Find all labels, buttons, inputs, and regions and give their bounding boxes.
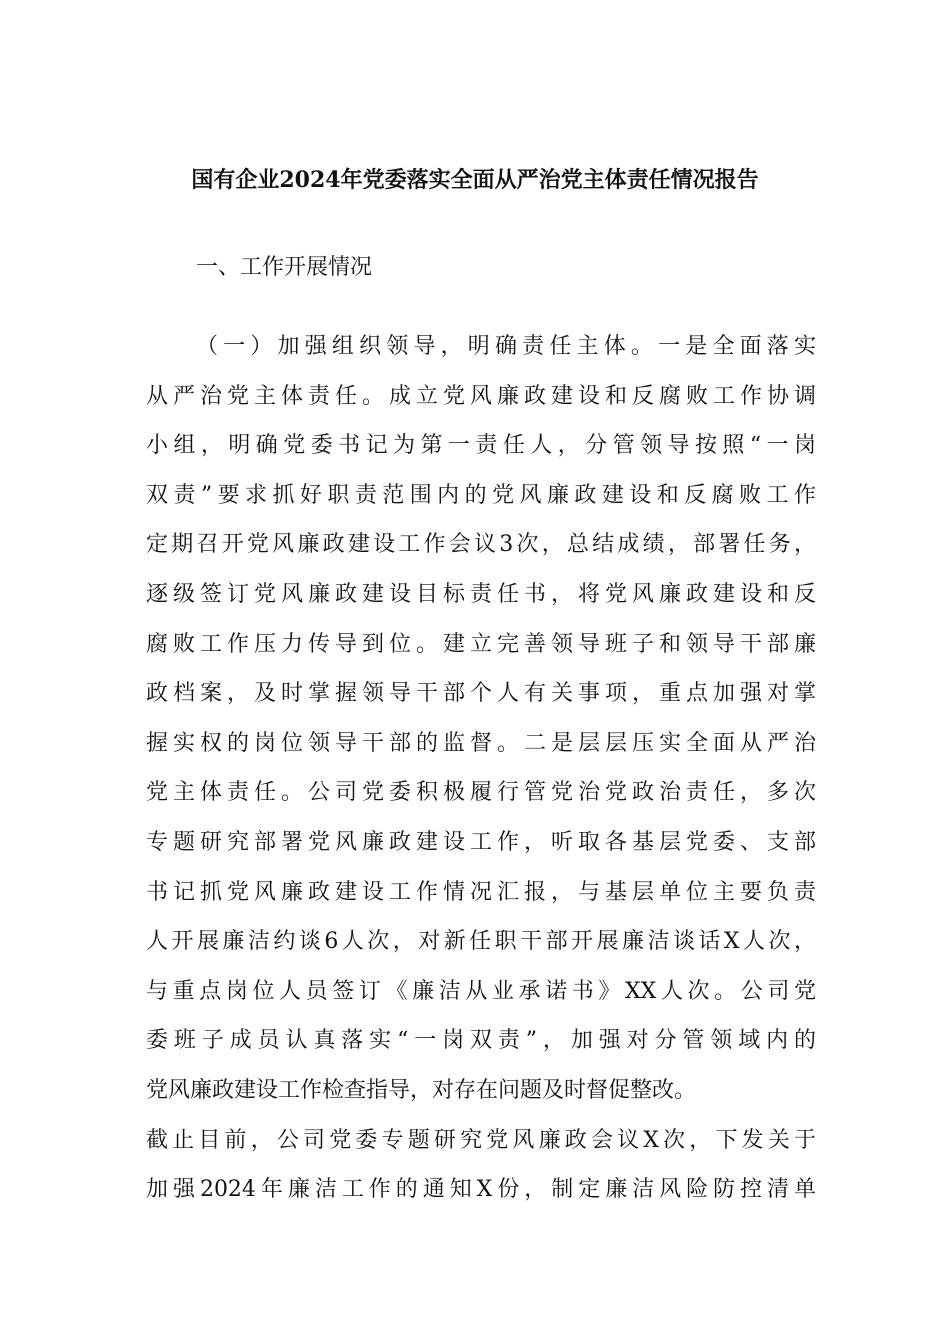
paragraph-line: 党主体责任。公司党委积极履行管党治党政治责任，多次 (146, 780, 816, 806)
section-heading: 一、工作开展情况 (196, 255, 373, 280)
paragraph-line: 加强2024年廉洁工作的通知X份，制定廉洁风险防控清单 (146, 1177, 816, 1203)
paragraph-line: 从严治党主体责任。成立党风廉政建设和反腐败工作协调 (146, 383, 816, 409)
document-title: 国有企业2024年党委落实全面从严治党主体责任情况报告 (191, 167, 759, 193)
paragraph-line: 握实权的岗位领导干部的监督。二是层层压实全面从严治 (146, 730, 816, 756)
paragraph-line: 双责”要求抓好职责范围内的党风廉政建设和反腐败工作 (146, 482, 816, 508)
paragraph-line: 小组，明确党委书记为第一责任人，分管领导按照“一岗 (146, 433, 816, 459)
paragraph-line: 人开展廉洁约谈6人次，对新任职干部开展廉洁谈话X人次， (146, 929, 816, 955)
paragraph-line: 政档案，及时掌握领导干部个人有关事项，重点加强对掌 (146, 681, 816, 707)
paragraph-line: 逐级签订党风廉政建设目标责任书，将党风廉政建设和反 (146, 581, 816, 607)
paragraph-line: （一）加强组织领导，明确责任主体。一是全面落实 (196, 334, 816, 359)
paragraph-line: 与重点岗位人员签订《廉洁从业承诺书》XX人次。公司党 (146, 978, 816, 1004)
paragraph-line: 定期召开党风廉政建设工作会议3次，总结成绩，部署任务， (146, 532, 816, 558)
paragraph-line: 腐败工作压力传导到位。建立完善领导班子和领导干部廉 (146, 631, 816, 657)
paragraph-line: 截止目前，公司党委专题研究党风廉政会议X次，下发关于 (146, 1127, 816, 1153)
paragraph-line: 党风廉政建设工作检查指导，对存在问题及时督促整改。 (146, 1077, 697, 1103)
paragraph-body (146, 322, 816, 1215)
paragraph-line: 委班子成员认真落实“一岗双责”，加强对分管领域内的 (146, 1028, 816, 1054)
paragraph-line: 专题研究部署党风廉政建设工作，听取各基层党委、支部 (146, 829, 816, 855)
paragraph-line: 书记抓党风廉政建设工作情况汇报，与基层单位主要负责 (146, 879, 816, 905)
